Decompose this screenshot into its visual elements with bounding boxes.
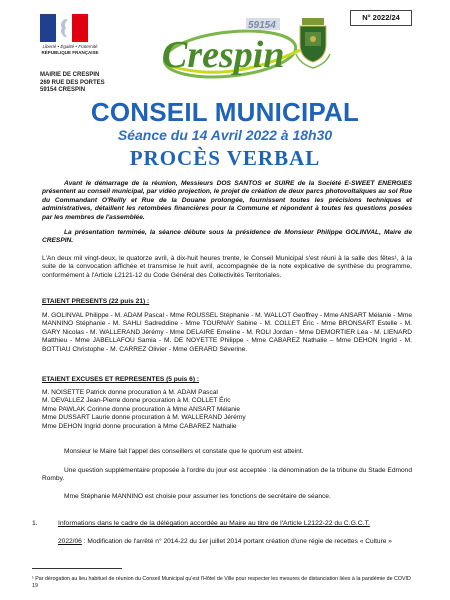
- present-list: M. GOLINVAL Philippe - M. ADAM Pascal - Mme ROUSSEL Stéphanie - M. WALLOT Geoffrey - Mme ANSART Mélanie - Mme MANNINO Stéphanie - M. SAHLI Sadreddine - Mme TOURNAY Sabine - M. COLLET Éric - Mme BRONSART Estelle - M. GARY Nicolas - M. WALLERAND Jérémy - Mme DELAIRE Emeline - M. ROLI Jordan - Mme DEMORTIER Léa - M. LIENARD Matthieu - Mme JABELLAFOU Samia - M. DE NOYETTE Philippe - Mme CABAREZ Nathalie – Mme DEHON Ingrid - M. BOTTIAU Christophe - M. CARREZ Olivier - Mme GERARD Séverine.: [42, 312, 412, 353]
- logo-text: Crespin: [162, 34, 285, 76]
- mairie-city: 59154 CRESPIN: [40, 87, 86, 93]
- excused-line: Mme DEHON Ingrid donne procuration à Mme CABAREZ Nathalie: [42, 422, 237, 430]
- secretary-paragraph: Mme Stéphanie MANNINO est choisie pour assumer les fonctions de secrétaire de séance.: [64, 493, 331, 500]
- section-1-item: [58, 538, 412, 546]
- mairie-street: 269 RUE DES PORTES: [40, 79, 105, 86]
- republic-motto: Liberté • Égalité • Fraternité: [42, 44, 98, 49]
- session-date: Séance du 14 Avril 2022 à 18h30: [117, 127, 333, 143]
- republic-name: RÉPUBLIQUE FRANÇAISE: [41, 49, 99, 55]
- excused-list: [42, 389, 412, 431]
- excused-line: Mme PAWLAK Corinne donne procuration à Mme ANSART Mélanie: [42, 405, 241, 413]
- present-heading: ETAIENT PRESENTS (22 puis 21) :: [42, 298, 150, 305]
- intro-paragraph-2: La présentation terminée, la séance débute sous la présidence de Monsieur Philippe GOLINVAL, Maire de CRESPIN.: [42, 229, 412, 245]
- flag-blue-band: [40, 14, 56, 42]
- intro-paragraph-3: L'An deux mil vingt-deux, le quatorze avril, à dix-huit heures trente, le Conseil Municipal s'est réuni à la salle des fêtes¹, à la suite de la convocation affichée et transmise le huit avril, accompagnée de la note explicative de synthèse du programme, conformément à l'Article L2121-12 du Code Général des Collectivités Territoriales.: [42, 255, 412, 279]
- excused-line: Mme DUSSART Laurie donne procuration à M. WALLERAND Jérémy: [42, 414, 246, 422]
- marianne-flag-logo: [40, 14, 88, 42]
- intro-paragraph-1: Avant le démarrage de la réunion, Messieurs DOS SANTOS et SUIRE de la Société E-SWEET ENERGIES présentent au conseil municipal, par vidéo projection, le projet de création de deux parcs photovoltaïques au sol Rue du Commandant O'Reilly et Rue de la Douane prolongée, fournissent toutes les précisions techniques et administratives, détaillent les retombées financières pour la Commune et répondent à toutes les questions posées par les membres de l'assemblée.: [42, 180, 412, 221]
- section-1-item-text: : Modification de l'arrêté n° 2014-22 du 1er juillet 2014 portant création d'une régie de recettes « Culture »: [81, 538, 392, 545]
- crespin-logo: [150, 14, 340, 84]
- excused-heading: ETAIENT EXCUSES ET REPRESENTES (5 puis 6) :: [42, 376, 200, 383]
- footnote-rule: [32, 568, 122, 569]
- excused-line: M. DEVALLEZ Jean-Pierre donne procuration à M. COLLET Éric: [42, 397, 231, 405]
- mairie-name: MAIRIE DE CRESPIN: [40, 72, 100, 78]
- republic-caption: [40, 44, 100, 55]
- flag-red-band: [72, 14, 88, 42]
- coat-of-arms-icon: [296, 18, 330, 68]
- logo-code: 59154: [248, 20, 276, 31]
- crespin-logo-graphic: [150, 14, 340, 84]
- section-1-heading: [32, 520, 422, 528]
- document-type: PROCÈS VERBAL: [129, 146, 321, 170]
- section-1-item-ref: 2022/06: [58, 538, 82, 545]
- flag-white-band: [56, 14, 72, 42]
- excused-line: M. NOISETTE Patrick donne procuration à M. ADAM Pascal: [42, 389, 218, 396]
- section-1-number: 1.: [32, 520, 38, 527]
- footnote: ¹ Par dérogation au lieu habituel de réunion du Conseil Municipal qu'est l'Hôtel de Ville pour respecter les mesures de distanciation liées à la pandémie de COVID 19: [32, 576, 411, 589]
- marianne-profile-icon: [57, 17, 71, 39]
- mairie-address: [40, 72, 105, 95]
- quorum-paragraph: Monsieur le Maire fait l'appel des conseillers et constate que le quorum est atteint.: [64, 448, 304, 455]
- main-title: CONSEIL MUNICIPAL: [90, 97, 360, 127]
- document-number: N° 2022/24: [350, 10, 412, 26]
- section-1-title: Informations dans le cadre de la délégation accordée au Maire au titre de l'Article L2122-22 du C.G.C.T.: [58, 520, 370, 527]
- extra-question-paragraph: Une question supplémentaire proposée à l'ordre du jour est acceptée : la dénomination de la tribune du Stade Edmond Romby.: [42, 467, 412, 483]
